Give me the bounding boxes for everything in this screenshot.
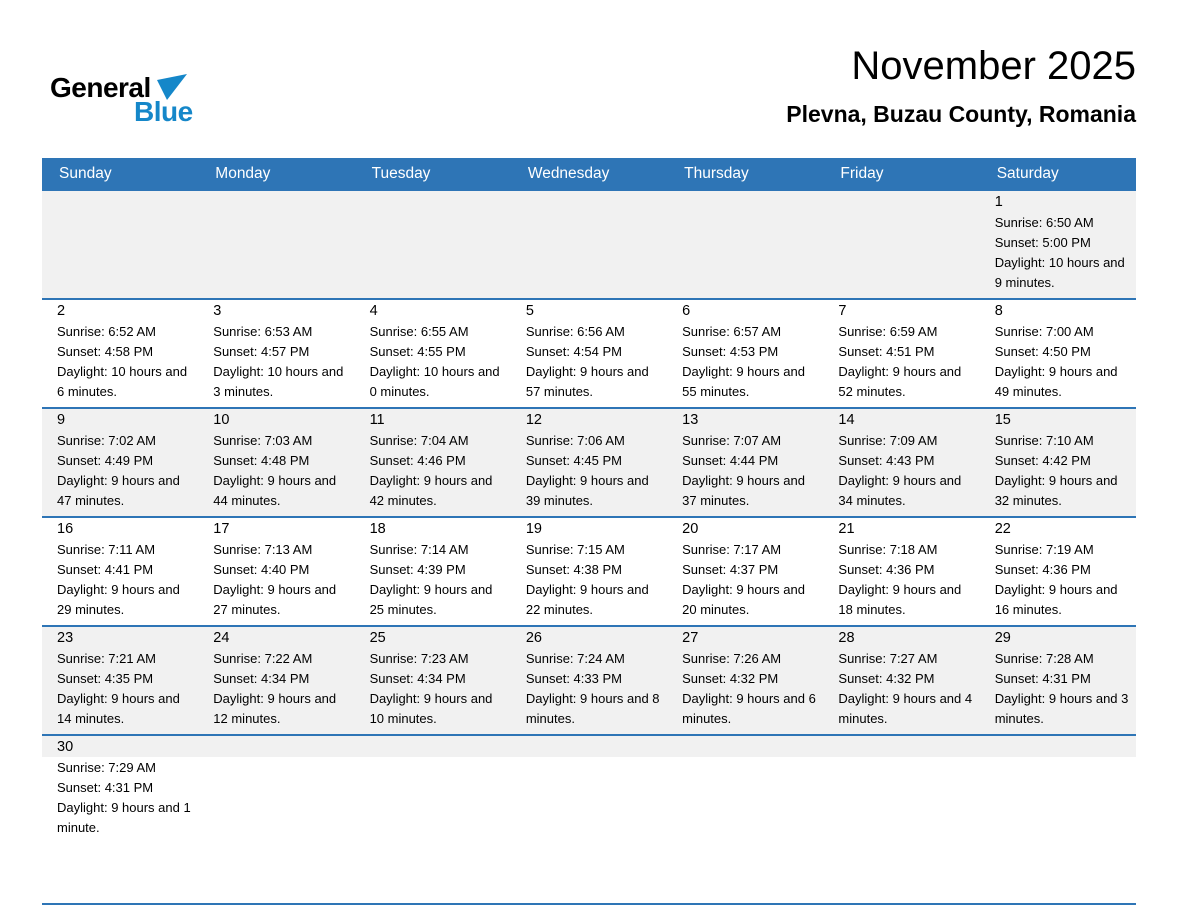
empty-day-cell (823, 191, 979, 298)
sunrise-text: Sunrise: 7:15 AM (525, 542, 625, 557)
day-number: 19 (525, 521, 542, 537)
empty-day-cell (198, 736, 354, 903)
daylight-text: Daylight: 9 hours and 29 minutes. (57, 582, 180, 618)
sunset-text: Sunset: 5:00 PM (994, 235, 1091, 251)
day-cell-7 (823, 300, 979, 407)
day-cell-20 (667, 518, 823, 625)
sunset-text: Sunset: 4:36 PM (994, 562, 1091, 578)
sunrise-text: Sunrise: 7:17 AM (682, 542, 782, 557)
weekday-header-monday: Monday (215, 165, 271, 182)
daylight-text: Daylight: 9 hours and 55 minutes. (682, 364, 805, 400)
sunrise-text: Sunrise: 6:55 AM (369, 324, 469, 339)
empty-day-cell (823, 736, 979, 903)
day-cell-1 (980, 191, 1136, 298)
daylight-text: Daylight: 9 hours and 12 minutes. (213, 691, 337, 727)
sunset-text: Sunset: 4:54 PM (525, 344, 622, 360)
day-number: 12 (525, 412, 542, 428)
empty-day-cell (980, 736, 1136, 903)
day-cell-8 (980, 300, 1136, 407)
daylight-text: Daylight: 9 hours and 49 minutes. (994, 364, 1118, 400)
daylight-text: Daylight: 9 hours and 18 minutes. (838, 582, 962, 618)
sunrise-text: Sunrise: 7:06 AM (525, 433, 625, 448)
daylight-text: Daylight: 9 hours and 57 minutes. (525, 364, 649, 400)
day-number: 16 (57, 521, 74, 537)
sunset-text: Sunset: 4:40 PM (213, 562, 310, 578)
sunrise-text: Sunrise: 7:18 AM (838, 542, 938, 557)
sunrise-text: Sunrise: 7:14 AM (369, 542, 469, 557)
empty-day-cell (198, 191, 354, 298)
sunset-text: Sunset: 4:33 PM (525, 671, 622, 687)
daylight-text: Daylight: 9 hours and 10 minutes. (369, 691, 493, 727)
sunset-text: Sunset: 4:34 PM (213, 671, 310, 687)
day-cell-29 (980, 627, 1136, 734)
daylight-text: Daylight: 9 hours and 25 minutes. (369, 582, 493, 618)
sunset-text: Sunset: 4:49 PM (57, 453, 154, 469)
empty-day-cell (667, 736, 823, 903)
week-row-3 (42, 407, 1136, 516)
calendar-weeks (42, 189, 1136, 903)
day-number: 25 (369, 630, 386, 646)
sunset-text: Sunset: 4:57 PM (213, 344, 310, 360)
day-number: 26 (525, 630, 542, 646)
daylight-text: Daylight: 9 hours and 32 minutes. (994, 473, 1118, 509)
daylight-text: Daylight: 9 hours and 39 minutes. (525, 473, 649, 509)
week-row-2 (42, 298, 1136, 407)
daylight-text: Daylight: 9 hours and 8 minutes. (525, 691, 660, 727)
day-cell-17 (198, 518, 354, 625)
logo-text-blue: Blue (134, 96, 193, 127)
week-row-4 (42, 516, 1136, 625)
day-number: 13 (682, 412, 699, 428)
sunrise-text: Sunrise: 6:53 AM (213, 324, 313, 339)
sunrise-text: Sunrise: 7:04 AM (369, 433, 469, 448)
daylight-text: Daylight: 9 hours and 6 minutes. (682, 691, 816, 727)
sunrise-text: Sunrise: 7:23 AM (369, 651, 469, 666)
day-number: 8 (994, 303, 1003, 319)
day-number: 9 (57, 412, 66, 428)
day-number: 29 (994, 630, 1011, 646)
day-number: 24 (213, 630, 230, 646)
day-number: 14 (838, 412, 855, 428)
day-cell-15 (980, 409, 1136, 516)
day-number: 2 (57, 303, 66, 319)
daylight-text: Daylight: 9 hours and 42 minutes. (369, 473, 493, 509)
day-cell-18 (355, 518, 511, 625)
day-cell-13 (667, 409, 823, 516)
sunset-text: Sunset: 4:43 PM (838, 453, 935, 469)
day-cell-30 (42, 736, 198, 903)
daylight-text: Daylight: 10 hours and 9 minutes. (994, 255, 1125, 291)
sunrise-text: Sunrise: 7:19 AM (994, 542, 1094, 557)
daylight-text: Daylight: 9 hours and 37 minutes. (682, 473, 805, 509)
day-cell-4 (355, 300, 511, 407)
sunset-text: Sunset: 4:48 PM (213, 453, 310, 469)
sunset-text: Sunset: 4:32 PM (838, 671, 935, 687)
empty-day-cell (355, 191, 511, 298)
page-header (0, 0, 1188, 158)
sunset-text: Sunset: 4:31 PM (57, 780, 154, 796)
day-number: 7 (838, 303, 847, 319)
sunset-text: Sunset: 4:35 PM (57, 671, 154, 687)
sunrise-text: Sunrise: 6:59 AM (838, 324, 938, 339)
daylight-text: Daylight: 9 hours and 1 minute. (57, 800, 191, 836)
title-block (786, 36, 1136, 128)
sunrise-text: Sunrise: 7:24 AM (525, 651, 625, 666)
daylight-text: Daylight: 10 hours and 0 minutes. (369, 364, 500, 400)
day-number: 21 (838, 521, 855, 537)
sunset-text: Sunset: 4:58 PM (57, 344, 154, 360)
daylight-text: Daylight: 9 hours and 47 minutes. (57, 473, 180, 509)
sunrise-text: Sunrise: 6:56 AM (525, 324, 625, 339)
week-row-6 (42, 734, 1136, 903)
weekday-header-saturday: Saturday (996, 165, 1059, 182)
day-number: 22 (994, 521, 1011, 537)
day-cell-27 (667, 627, 823, 734)
daylight-text: Daylight: 9 hours and 4 minutes. (838, 691, 973, 727)
day-cell-6 (667, 300, 823, 407)
empty-day-cell (511, 191, 667, 298)
sunset-text: Sunset: 4:50 PM (994, 344, 1091, 360)
daylight-text: Daylight: 9 hours and 16 minutes. (994, 582, 1118, 618)
empty-day-cell (667, 191, 823, 298)
logo-row (50, 74, 193, 104)
sunrise-text: Sunrise: 7:03 AM (213, 433, 313, 448)
sunset-text: Sunset: 4:42 PM (994, 453, 1091, 469)
day-number: 1 (994, 194, 1003, 210)
sunrise-text: Sunrise: 7:13 AM (213, 542, 313, 557)
calendar (42, 158, 1136, 905)
general-blue-logo (50, 36, 193, 126)
sunrise-text: Sunrise: 7:09 AM (838, 433, 938, 448)
day-number: 20 (682, 521, 699, 537)
sunrise-text: Sunrise: 7:28 AM (994, 651, 1094, 666)
day-number: 30 (57, 739, 74, 755)
sunrise-text: Sunrise: 7:29 AM (57, 760, 156, 775)
sunrise-text: Sunrise: 7:00 AM (994, 324, 1094, 339)
day-cell-14 (823, 409, 979, 516)
day-number: 11 (369, 412, 385, 428)
daylight-text: Daylight: 10 hours and 6 minutes. (57, 364, 188, 400)
sunset-text: Sunset: 4:31 PM (994, 671, 1091, 687)
day-number: 4 (369, 303, 378, 319)
logo-text-general: General (50, 72, 151, 103)
day-cell-26 (511, 627, 667, 734)
day-cell-12 (511, 409, 667, 516)
weekday-header-thursday: Thursday (684, 165, 749, 182)
day-number: 10 (213, 412, 230, 428)
day-cell-23 (42, 627, 198, 734)
day-number: 23 (57, 630, 74, 646)
day-cell-21 (823, 518, 979, 625)
sunrise-text: Sunrise: 7:10 AM (994, 433, 1094, 448)
sunrise-text: Sunrise: 6:52 AM (57, 324, 156, 339)
day-cell-24 (198, 627, 354, 734)
sunset-text: Sunset: 4:38 PM (525, 562, 622, 578)
day-number: 17 (213, 521, 230, 537)
daylight-text: Daylight: 9 hours and 34 minutes. (838, 473, 962, 509)
page-title: November 2025 (851, 44, 1136, 88)
sunset-text: Sunset: 4:36 PM (838, 562, 935, 578)
sunrise-text: Sunrise: 7:11 AM (57, 542, 156, 557)
daylight-text: Daylight: 9 hours and 27 minutes. (213, 582, 337, 618)
day-cell-10 (198, 409, 354, 516)
sunrise-text: Sunrise: 7:02 AM (57, 433, 156, 448)
day-cell-28 (823, 627, 979, 734)
day-cell-22 (980, 518, 1136, 625)
day-number: 18 (369, 521, 386, 537)
sunset-text: Sunset: 4:39 PM (369, 562, 466, 578)
weekday-header-tuesday: Tuesday (371, 165, 431, 182)
sunrise-text: Sunrise: 7:21 AM (57, 651, 156, 666)
week-row-1 (42, 189, 1136, 298)
sunrise-text: Sunrise: 7:07 AM (682, 433, 782, 448)
logo-triangle-icon (157, 74, 187, 104)
weekday-header-row (42, 158, 1136, 189)
page-subtitle: Plevna, Buzau County, Romania (786, 101, 1136, 127)
daylight-text: Daylight: 10 hours and 3 minutes. (213, 364, 344, 400)
daylight-text: Daylight: 9 hours and 14 minutes. (57, 691, 180, 727)
day-cell-25 (355, 627, 511, 734)
daylight-text: Daylight: 9 hours and 3 minutes. (994, 691, 1129, 727)
day-number: 3 (213, 303, 222, 319)
daylight-text: Daylight: 9 hours and 44 minutes. (213, 473, 337, 509)
sunset-text: Sunset: 4:53 PM (682, 344, 779, 360)
sunrise-text: Sunrise: 7:22 AM (213, 651, 313, 666)
sunset-text: Sunset: 4:32 PM (682, 671, 779, 687)
sunset-text: Sunset: 4:45 PM (525, 453, 622, 469)
empty-day-cell (42, 191, 198, 298)
sunrise-text: Sunrise: 7:26 AM (682, 651, 782, 666)
day-cell-3 (198, 300, 354, 407)
day-cell-2 (42, 300, 198, 407)
weekday-header-wednesday: Wednesday (527, 165, 610, 182)
day-cell-11 (355, 409, 511, 516)
day-number: 5 (525, 303, 534, 319)
daylight-text: Daylight: 9 hours and 20 minutes. (682, 582, 805, 618)
sunset-text: Sunset: 4:51 PM (838, 344, 935, 360)
sunset-text: Sunset: 4:46 PM (369, 453, 466, 469)
weekday-header-friday: Friday (840, 165, 884, 182)
sunrise-text: Sunrise: 6:57 AM (682, 324, 782, 339)
sunrise-text: Sunrise: 7:27 AM (838, 651, 938, 666)
empty-day-cell (355, 736, 511, 903)
sunrise-text: Sunrise: 6:50 AM (994, 215, 1094, 230)
sunset-text: Sunset: 4:55 PM (369, 344, 466, 360)
day-number: 27 (682, 630, 699, 646)
day-cell-5 (511, 300, 667, 407)
day-cell-9 (42, 409, 198, 516)
empty-day-cell (511, 736, 667, 903)
day-cell-16 (42, 518, 198, 625)
week-row-5 (42, 625, 1136, 734)
day-number: 15 (994, 412, 1011, 428)
sunset-text: Sunset: 4:34 PM (369, 671, 466, 687)
daylight-text: Daylight: 9 hours and 52 minutes. (838, 364, 962, 400)
weekday-header-sunday: Sunday (59, 165, 112, 182)
day-cell-19 (511, 518, 667, 625)
daylight-text: Daylight: 9 hours and 22 minutes. (525, 582, 649, 618)
sunset-text: Sunset: 4:44 PM (682, 453, 779, 469)
day-number: 6 (682, 303, 691, 319)
sunset-text: Sunset: 4:41 PM (57, 562, 154, 578)
sunset-text: Sunset: 4:37 PM (682, 562, 779, 578)
day-number: 28 (838, 630, 855, 646)
